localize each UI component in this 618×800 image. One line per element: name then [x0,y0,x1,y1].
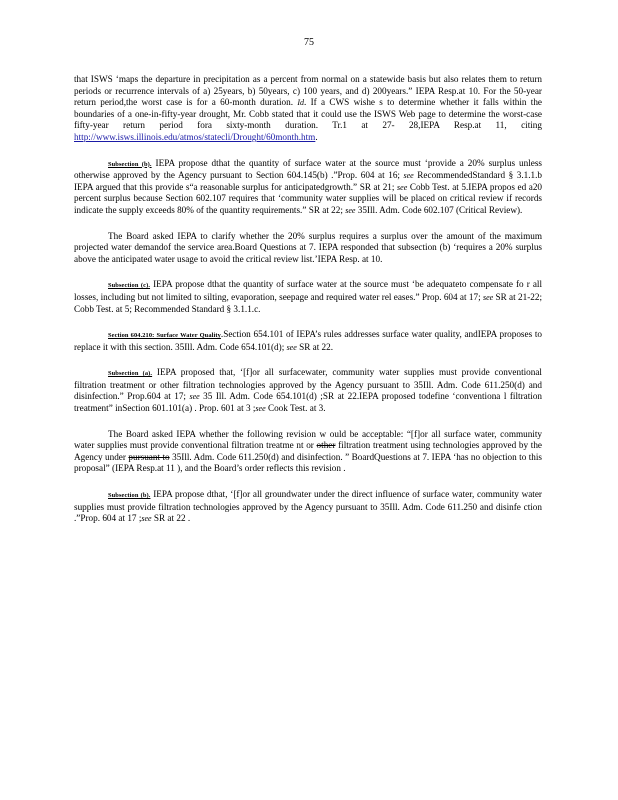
paragraph-isws-drought: that ISWS ‘maps the departure in precipitation as a percent from normal on a statewide basis but also relates them to return periods or recurrence intervals of a) 25years, b) 50years, c) 100 years, and d) 200years.” IEPA Resp.at 10. For the 50-year return period,the worst case is for a 60-month duration. Id. If a CWS wishe s to determine whether it falls within the boundaries of a one-in-fifty-year drought, Mr. Cobb stated that it could use the ISWS Web page to determine the worst-case fifty-year return period fora sixty-month duration. Tr.1 at 27- 28,IEPA Resp.at 11, citing http://www.isws.illinois.edu/atmos/statecli/Drought/60month.htm. [74,74,543,142]
paragraph-subsection-a-filtration: Subsection (a). IEPA proposed that, ‘[f]or all surfacewater, community water supplies must provide conventional filtration treatment or other filtration technologies approved by the Agency pursuant to 35Ill. Adm. Code 611.250(d) and disinfection.” Prop.604 at 17; see 35 Ill. Adm. Code 654.101(d) ;SR at 22.IEPA proposed todefine ‘conventiona l filtration treatment” inSection 601.101(a) . Prop. 601 at 3 ;see Cook Test. at 3. [74,367,543,414]
paragraph-subsection-b-surplus: Subsection (b). IEPA propose dthat the quantity of surface water at the source must ‘provide a 20% surplus unless otherwise approved by the Agency pursuant to Section 604.145(b) .”Prop. 604 at 16; see RecommendedStandard § 3.1.1.b IEPA argued that this provide s“a reasonable surplus for anticipatedgrowth.” SR at 21; see Cobb Test. at 5.IEPA propos ed a20 percent surplus because Section 602.107 requires that ‘community water supplies will be placed on critical review if records indicate the supply exceeds 80% of the quantity requirements.” SR at 22; see 35Ill. Adm. Code 602.107 (Critical Review). [74,157,543,215]
paragraph-board-clarify-surplus: The Board asked IEPA to clarify whether the 20% surplus requires a surplus over the amount of the maximum projected water demandof the service area.Board Questions at 7. IEPA responded that subsection (b) ‘requires a 20% surplus above the anticipated water usage to avoid the critical review list.’IEPA Resp. at 10. [74,230,542,264]
id-citation: Id [297,98,305,108]
paragraph-subsection-b-groundwater: Subsection (b). IEPA propose dthat, ‘[f]or all groundwater under the direct influence of surface water, community water supplies must provide filtration technologies approved by the Agency pursuant to 35Ill. Adm. Code 611.250 and disinfe ction .”Prop. 604 at 17 ;see SR at 22 . [74,489,542,524]
paragraph-board-revision: The Board asked IEPA whether the following revision w ould be acceptable: “[f]or all surface water, community water supplies must provide conventional filtration treatme nt or other filtration treatment using technologies approved by the Agency under pursuant to 35Ill. Adm. Code 611.250(d) and disinfection. ” BoardQuestions at 7. IEPA ‘has no objection to this proposal” (IEPA Resp.at 11 ), and the Board’s order reflects this revision . [74,428,543,474]
subsection-heading: Subsection (c). [108,282,151,290]
paragraph-subsection-c-losses: Subsection (c). IEPA propose dthat the quantity of surface water at the source must ‘be adequateto compensate fo r all losses, including but not limited to silting, evaporation, seepage and required water rel eases.” Prop. 604 at 17; see SR at 21-22; Cobb Test. at 5; Recommended Standard § 3.1.1.c. [74,279,543,314]
subsection-heading: Subsection (a). [108,370,153,378]
page-number: 75 [304,37,314,48]
section-heading: Section 604.210: Surface Water Quality [108,332,221,340]
struck-text: pursuant to [128,451,170,462]
subsection-heading: Subsection (b). [108,160,152,168]
subsection-heading: Subsection (b). [108,492,151,500]
isws-drought-link[interactable]: http://www.isws.illinois.edu/atmos/statecli/Drought/60month.htm [74,131,316,142]
struck-text: other [316,440,336,451]
page-body [74,74,542,539]
paragraph-section-604-210: Section 604.210: Surface Water Quality.Section 654.101 of IEPA’s rules addresses surface water quality, andIEPA proposes to replace it with this section. 35Ill. Adm. Code 654.101(d); see SR at 22. [74,329,542,352]
